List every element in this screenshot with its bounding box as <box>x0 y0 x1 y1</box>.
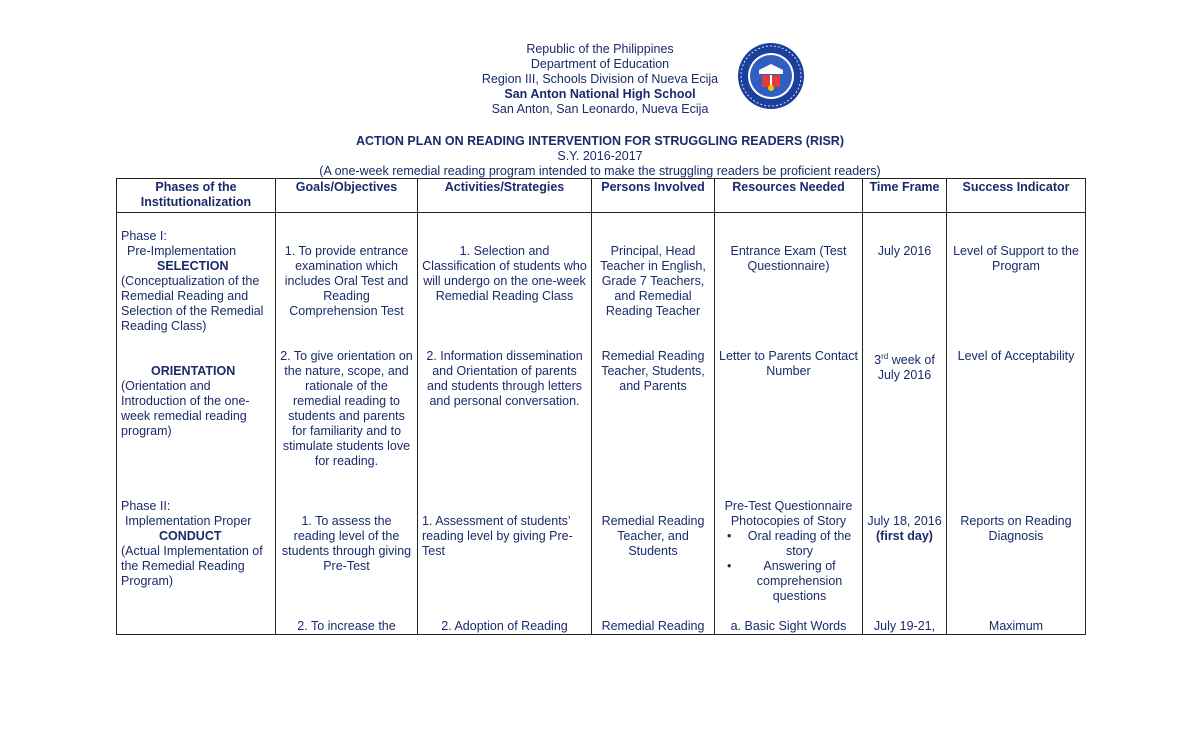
success-cell: Level of Support to the Program <box>947 213 1086 335</box>
phase-sub: Pre-Implementation <box>127 244 237 258</box>
time-cell <box>863 334 947 469</box>
letterhead <box>0 42 1200 117</box>
resources-cell: Entrance Exam (Test Questionnaire) <box>715 213 863 335</box>
goal-cell: 2. To increase the <box>276 604 418 635</box>
document-title: ACTION PLAN ON READING INTERVENTION FOR STRUGGLING READERS (RISR) <box>356 134 844 148</box>
activity-number: 2. <box>426 349 437 363</box>
phase-cell <box>117 469 276 604</box>
time-cell <box>863 469 947 604</box>
activity-number: 1. <box>459 244 471 258</box>
action-plan-table <box>116 178 1086 635</box>
table-row <box>117 604 1086 635</box>
resources-head: Pre-Test Questionnaire Photocopies of Story <box>724 499 853 528</box>
list-item: • Oral reading of the story <box>741 529 858 559</box>
goal-cell: 1. To assess the reading level of the students through giving Pre-Test <box>276 469 418 604</box>
phase-cell <box>117 213 276 335</box>
time-note: (first day) <box>876 529 933 543</box>
success-cell: Level of Acceptability <box>947 334 1086 469</box>
phase-label: Phase II: <box>121 499 171 513</box>
school-name: San Anton National High School <box>504 87 696 101</box>
time-number: 3 <box>874 353 882 368</box>
goal-cell: 1. To provide entrance examination which includes Oral Test and Reading Comprehension Test <box>276 213 418 335</box>
col-header-success: Success Indicator <box>947 179 1086 213</box>
phase-cell <box>117 334 276 469</box>
activity-cell <box>418 334 592 469</box>
activity-text: Selection and Classification of students who will undergo on the one-week Remedial Reading Class <box>422 244 587 303</box>
school-address: San Anton, San Leonardo, Nueva Ecija <box>491 102 709 116</box>
list-item: • Answering of comprehension questions <box>741 559 858 604</box>
persons-cell: Remedial Reading <box>592 604 715 635</box>
time-superscript: rd <box>881 352 889 361</box>
stage-desc: (Actual Implementation of the Remedial Reading Program) <box>121 544 263 588</box>
stage-desc: (Orientation and Introduction of the one-week remedial reading program) <box>121 379 250 438</box>
header-line-region: Region III, Schools Division of Nueva Ecija <box>481 72 719 86</box>
col-header-resources: Resources Needed <box>715 179 863 213</box>
success-cell: Reports on Reading Diagnosis <box>947 469 1086 604</box>
phase-label: Phase I: <box>121 229 167 243</box>
header-line-republic: Republic of the Philippines <box>526 42 674 56</box>
success-cell: Maximum <box>947 604 1086 635</box>
table-row <box>117 469 1086 604</box>
col-header-time: Time Frame <box>863 179 947 213</box>
col-header-persons: Persons Involved <box>592 179 715 213</box>
stage-title: SELECTION <box>157 259 229 273</box>
deped-seal-icon <box>737 40 805 112</box>
col-header-phases: Phases of the Institutionalization <box>117 179 276 213</box>
col-header-activities: Activities/Strategies <box>418 179 592 213</box>
document-title-block <box>0 134 1200 179</box>
resources-cell: Letter to Parents Contact Number <box>715 334 863 469</box>
school-year: S.Y. 2016-2017 <box>557 149 643 163</box>
resources-cell <box>715 469 863 604</box>
stage-desc: (Conceptualization of the Remedial Reading and Selection of the Remedial Reading Class) <box>121 274 264 333</box>
document-subtitle: (A one-week remedial reading program intended to make the struggling readers be proficient readers) <box>319 164 881 178</box>
activity-cell: 1. Assessment of students’ reading level by giving Pre-Test <box>418 469 592 604</box>
resources-cell: a. Basic Sight Words <box>715 604 863 635</box>
phase-cell <box>117 604 276 635</box>
activity-text: Information dissemination and Orientation of parents and students through letters and personal conversation. <box>427 349 583 408</box>
header-line-department: Department of Education <box>530 57 670 71</box>
table-header-row <box>117 179 1086 213</box>
stage-title: ORIENTATION <box>151 364 236 378</box>
activity-cell: 2. Adoption of Reading <box>418 604 592 635</box>
activity-cell <box>418 213 592 335</box>
persons-cell: Principal, Head Teacher in English, Grade 7 Teachers, and Remedial Reading Teacher <box>592 213 715 335</box>
time-cell: July 19-21, <box>863 604 947 635</box>
time-cell: July 2016 <box>863 213 947 335</box>
time-text: July 18, 2016 <box>867 514 942 528</box>
goal-cell: 2. To give orientation on the nature, scope, and rationale of the remedial reading to students and parents for familiarity and to stimulate students love for reading. <box>276 334 418 469</box>
col-header-goals: Goals/Objectives <box>276 179 418 213</box>
persons-cell: Remedial Reading Teacher, and Students <box>592 469 715 604</box>
table-row <box>117 213 1086 335</box>
time-rest: week of July 2016 <box>877 353 935 383</box>
phase-sub: Implementation Proper <box>125 514 252 528</box>
persons-cell: Remedial Reading Teacher, Students, and Parents <box>592 334 715 469</box>
resources-bullet-list <box>719 529 858 604</box>
table-row <box>117 334 1086 469</box>
stage-title: CONDUCT <box>159 529 222 543</box>
